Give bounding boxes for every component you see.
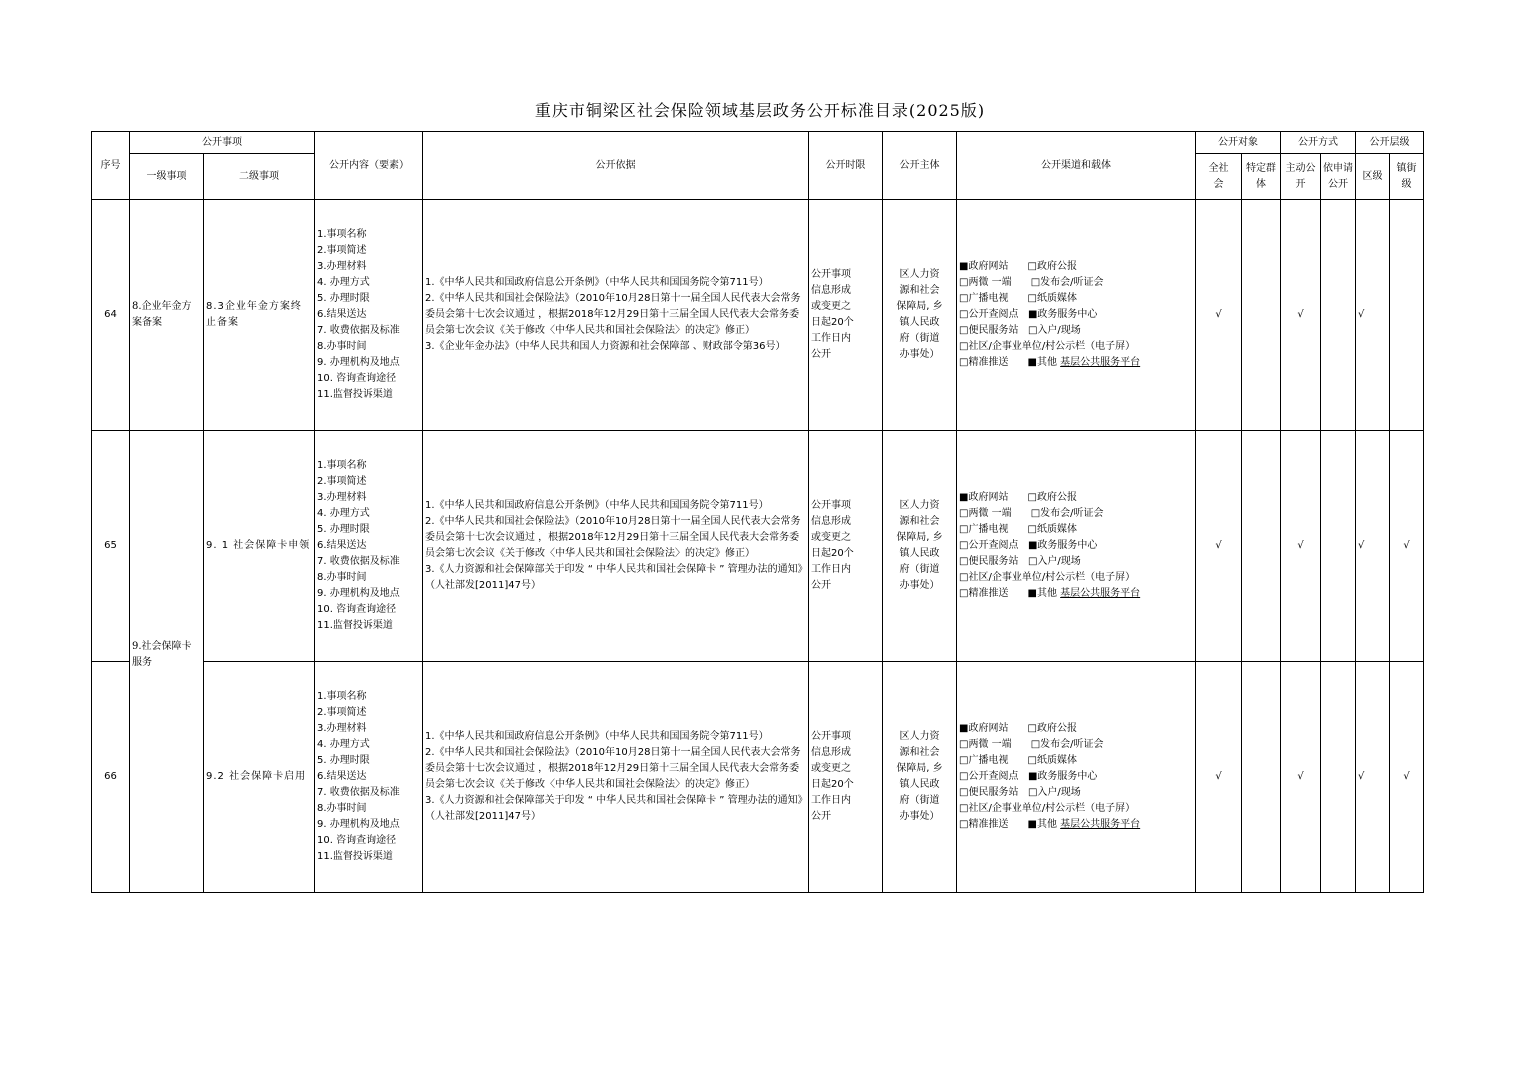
text-line: 或变更之 [811,763,851,774]
text-line: 镇人民政 [899,548,940,559]
mark-all: √ [1196,200,1242,431]
text-line: □社区/企事业单位/村公示栏（电子屏） [959,572,1136,583]
mark-district: √ [1356,200,1390,431]
text-line: 工作日内 [811,333,851,344]
text-line: 6.结果送达 [317,771,367,782]
text-line: ■政府网站 □政府公报 [959,492,1077,503]
text-line: 2.《中华人民共和国社会保险法》（2010年10月28日第十一届全国人民代表大会常务委员会第十七次会议通过 ，根据2018年12月29日第十三届全国人民代表大会常务委员会第七次会议《关于修改〈中华人民共和国社会保险法〉的决定》修正） [425,747,801,790]
channels-cell [957,431,1196,662]
text-line: 5. 办理时限 [317,293,370,304]
text-line: □广播电视 □纸质媒体 [959,755,1077,766]
text-line: 区人力资 [899,500,940,511]
text-line: 区人力资 [899,731,940,742]
text-line: 11.监督投诉渠道 [317,620,393,631]
text-line: 1.事项名称 [317,691,367,702]
text-line: □广播电视 □纸质媒体 [959,524,1077,535]
text-line: 日起20个 [811,317,854,328]
text-line: 或变更之 [811,532,851,543]
table-row [92,662,1424,893]
text-line: 4. 办理方式 [317,508,370,519]
header-basis: 公开依据 [423,132,809,200]
header-seq: 序号 [92,132,130,200]
content-cell [315,200,423,431]
text-line: 1.事项名称 [317,460,367,471]
header-method-active: 主动公开 [1281,154,1321,200]
mark-specific [1242,431,1281,662]
text-line: 府（街道 [899,795,940,806]
text-line: 日起20个 [811,779,854,790]
text-line: 6.结果送达 [317,540,367,551]
text-line: 保障局, 乡 [896,301,943,312]
channel-options [959,259,1193,355]
text-line: □公开查阅点 ■政务服务中心 [959,540,1098,551]
text-line: 3.《企业年金办法》（中华人民共和国人力资源和社会保障部 、财政部令第36号） [425,341,786,352]
header-target-all: 全社会 [1196,154,1242,200]
text-line: 3.办理材料 [317,261,367,272]
text-line: 1.《中华人民共和国政府信息公开条例》（中华人民共和国国务院令第711号） [425,500,769,511]
mark-town: √ [1390,662,1424,893]
text-line: 11.监督投诉渠道 [317,389,393,400]
text-line: 保障局, 乡 [896,532,943,543]
text-line: 源和社会 [899,285,940,296]
header-items-group: 公开事项 [130,132,315,154]
channel-other-link: 基层公共服务平台 [1060,588,1141,599]
text-line: 办事处） [899,580,940,591]
text-line: □两微 一端 □发布会/听证会 [959,277,1104,288]
text-line: 7. 收费依据及标准 [317,787,400,798]
mark-apply [1321,431,1356,662]
text-line: 3.办理材料 [317,492,367,503]
text-line: 办事处） [899,811,940,822]
text-line: 2.《中华人民共和国社会保险法》（2010年10月28日第十一届全国人民代表大会常务委员会第十七次会议通过 ，根据2018年12月29日第十三届全国人民代表大会常务委员会第七次会议《关于修改〈中华人民共和国社会保险法〉的决定》修正） [425,293,801,336]
text-line: 3.《人力资源和社会保障部关于印发 “ 中华人民共和国社会保障卡 ” 管理办法的通知》（人社部发[2011]47号） [425,564,803,591]
text-line: □广播电视 □纸质媒体 [959,293,1077,304]
text-line: □公开查阅点 ■政务服务中心 [959,771,1098,782]
text-line: 4. 办理方式 [317,739,370,750]
page-title: 重庆市铜梁区社会保险领域基层政务公开标准目录(2025版) [534,101,986,120]
text-line: 公开事项 [811,269,851,280]
text-line: 9. 办理机构及地点 [317,357,400,368]
text-line: 区人力资 [899,269,940,280]
channel-options [959,490,1193,586]
text-line: 工作日内 [811,564,851,575]
text-line: 7. 收费依据及标准 [317,325,400,336]
mark-apply [1321,662,1356,893]
channel-other-link: 基层公共服务平台 [1060,357,1141,368]
subject-cell [883,662,957,893]
channel-options [959,721,1193,817]
level1-cell: 9.社会保障卡服务 [130,431,204,893]
text-line: 公开事项 [811,731,851,742]
mark-district: √ [1356,431,1390,662]
text-line: 2.事项简述 [317,707,367,718]
text-line: 信息形成 [811,285,851,296]
subject-cell [883,200,957,431]
mark-specific [1242,662,1281,893]
text-line: 5. 办理时限 [317,524,370,535]
mark-town: √ [1390,431,1424,662]
text-line: 3.办理材料 [317,723,367,734]
header-method-apply: 依申请公开 [1321,154,1356,200]
channel-last-prefix: □精准推送 ■其他 [959,588,1061,599]
content-cell [315,431,423,662]
channels-cell [957,200,1196,431]
text-line: 公开 [811,580,831,591]
header-level-town: 镇街级 [1390,154,1424,200]
seq-cell: 65 [92,431,130,662]
text-line: 9. 办理机构及地点 [317,819,400,830]
text-line: 1.事项名称 [317,229,367,240]
header-level-district: 区级 [1356,154,1390,200]
level2-cell: 8.3企业年金方案终止备案 [204,200,315,431]
text-line: □社区/企事业单位/村公示栏（电子屏） [959,803,1136,814]
mark-active: √ [1281,200,1321,431]
text-line: 工作日内 [811,795,851,806]
text-line: 3.《人力资源和社会保障部关于印发 “ 中华人民共和国社会保障卡 ” 管理办法的通知》（人社部发[2011]47号） [425,795,803,822]
channel-last-prefix: □精准推送 ■其他 [959,357,1061,368]
mark-all: √ [1196,431,1242,662]
text-line: 11.监督投诉渠道 [317,851,393,862]
text-line: 府（街道 [899,564,940,575]
channel-last-prefix: □精准推送 ■其他 [959,819,1061,830]
text-line: □两微 一端 □发布会/听证会 [959,739,1104,750]
text-line: 8.办事时间 [317,341,367,352]
text-line: 10. 咨询查询途径 [317,604,397,615]
subject-cell [883,431,957,662]
basis-cell [423,662,809,893]
basis-cell [423,431,809,662]
text-line: 6.结果送达 [317,309,367,320]
text-line: 保障局, 乡 [896,763,943,774]
text-line: 1.《中华人民共和国政府信息公开条例》（中华人民共和国国务院令第711号） [425,277,769,288]
mark-active: √ [1281,431,1321,662]
text-line: □两微 一端 □发布会/听证会 [959,508,1104,519]
text-line: 10. 咨询查询途径 [317,373,397,384]
header-level2: 二级事项 [204,154,315,200]
text-line: 8.办事时间 [317,803,367,814]
text-line: 9. 办理机构及地点 [317,588,400,599]
header-target-specific: 特定群体 [1242,154,1281,200]
table-row [92,431,1424,662]
header-target-group: 公开对象 [1196,132,1281,154]
text-line: 5. 办理时限 [317,755,370,766]
seq-cell: 64 [92,200,130,431]
basis-cell [423,200,809,431]
catalog-table [91,131,1424,893]
time-limit-cell [809,662,883,893]
text-line: 8.办事时间 [317,572,367,583]
text-line: 2.事项简述 [317,476,367,487]
seq-cell: 66 [92,662,130,893]
mark-all: √ [1196,662,1242,893]
header-level-group: 公开层级 [1356,132,1424,154]
channel-other-link: 基层公共服务平台 [1060,819,1141,830]
text-line: 4. 办理方式 [317,277,370,288]
text-line: □公开查阅点 ■政务服务中心 [959,309,1098,320]
level2-cell: 9.2 社会保障卡启用 [204,662,315,893]
text-line: □便民服务站 □入户/现场 [959,325,1081,336]
header-content: 公开内容（要素） [315,132,423,200]
text-line: 源和社会 [899,516,940,527]
time-limit-cell [809,431,883,662]
text-line: 源和社会 [899,747,940,758]
text-line: 公开事项 [811,500,851,511]
text-line: 1.《中华人民共和国政府信息公开条例》（中华人民共和国国务院令第711号） [425,731,769,742]
text-line: 信息形成 [811,747,851,758]
text-line: 公开 [811,811,831,822]
text-line: 7. 收费依据及标准 [317,556,400,567]
mark-apply [1321,200,1356,431]
text-line: 镇人民政 [899,779,940,790]
text-line: □社区/企事业单位/村公示栏（电子屏） [959,341,1136,352]
header-method-group: 公开方式 [1281,132,1356,154]
text-line: 办事处） [899,349,940,360]
text-line: 日起20个 [811,548,854,559]
mark-district: √ [1356,662,1390,893]
mark-active: √ [1281,662,1321,893]
content-cell [315,662,423,893]
text-line: 2.《中华人民共和国社会保险法》（2010年10月28日第十一届全国人民代表大会常务委员会第十七次会议通过 ，根据2018年12月29日第十三届全国人民代表大会常务委员会第七次会议《关于修改〈中华人民共和国社会保险法〉的决定》修正） [425,516,801,559]
text-line: □便民服务站 □入户/现场 [959,556,1081,567]
table-row [92,200,1424,431]
header-subject: 公开主体 [883,132,957,200]
text-line: 府（街道 [899,333,940,344]
text-line: 镇人民政 [899,317,940,328]
text-line: □便民服务站 □入户/现场 [959,787,1081,798]
level2-cell: 9. 1 社会保障卡申领 [204,431,315,662]
text-line: 信息形成 [811,516,851,527]
header-level1: 一级事项 [130,154,204,200]
text-line: ■政府网站 □政府公报 [959,261,1077,272]
text-line: 2.事项简述 [317,245,367,256]
mark-town [1390,200,1424,431]
text-line: 公开 [811,349,831,360]
level1-cell: 8.企业年金方案备案 [130,200,204,431]
channels-cell [957,662,1196,893]
text-line: 或变更之 [811,301,851,312]
header-time-limit: 公开时限 [809,132,883,200]
time-limit-cell [809,200,883,431]
header-channels: 公开渠道和载体 [957,132,1196,200]
text-line: 10. 咨询查询途径 [317,835,397,846]
text-line: ■政府网站 □政府公报 [959,723,1077,734]
mark-specific [1242,200,1281,431]
